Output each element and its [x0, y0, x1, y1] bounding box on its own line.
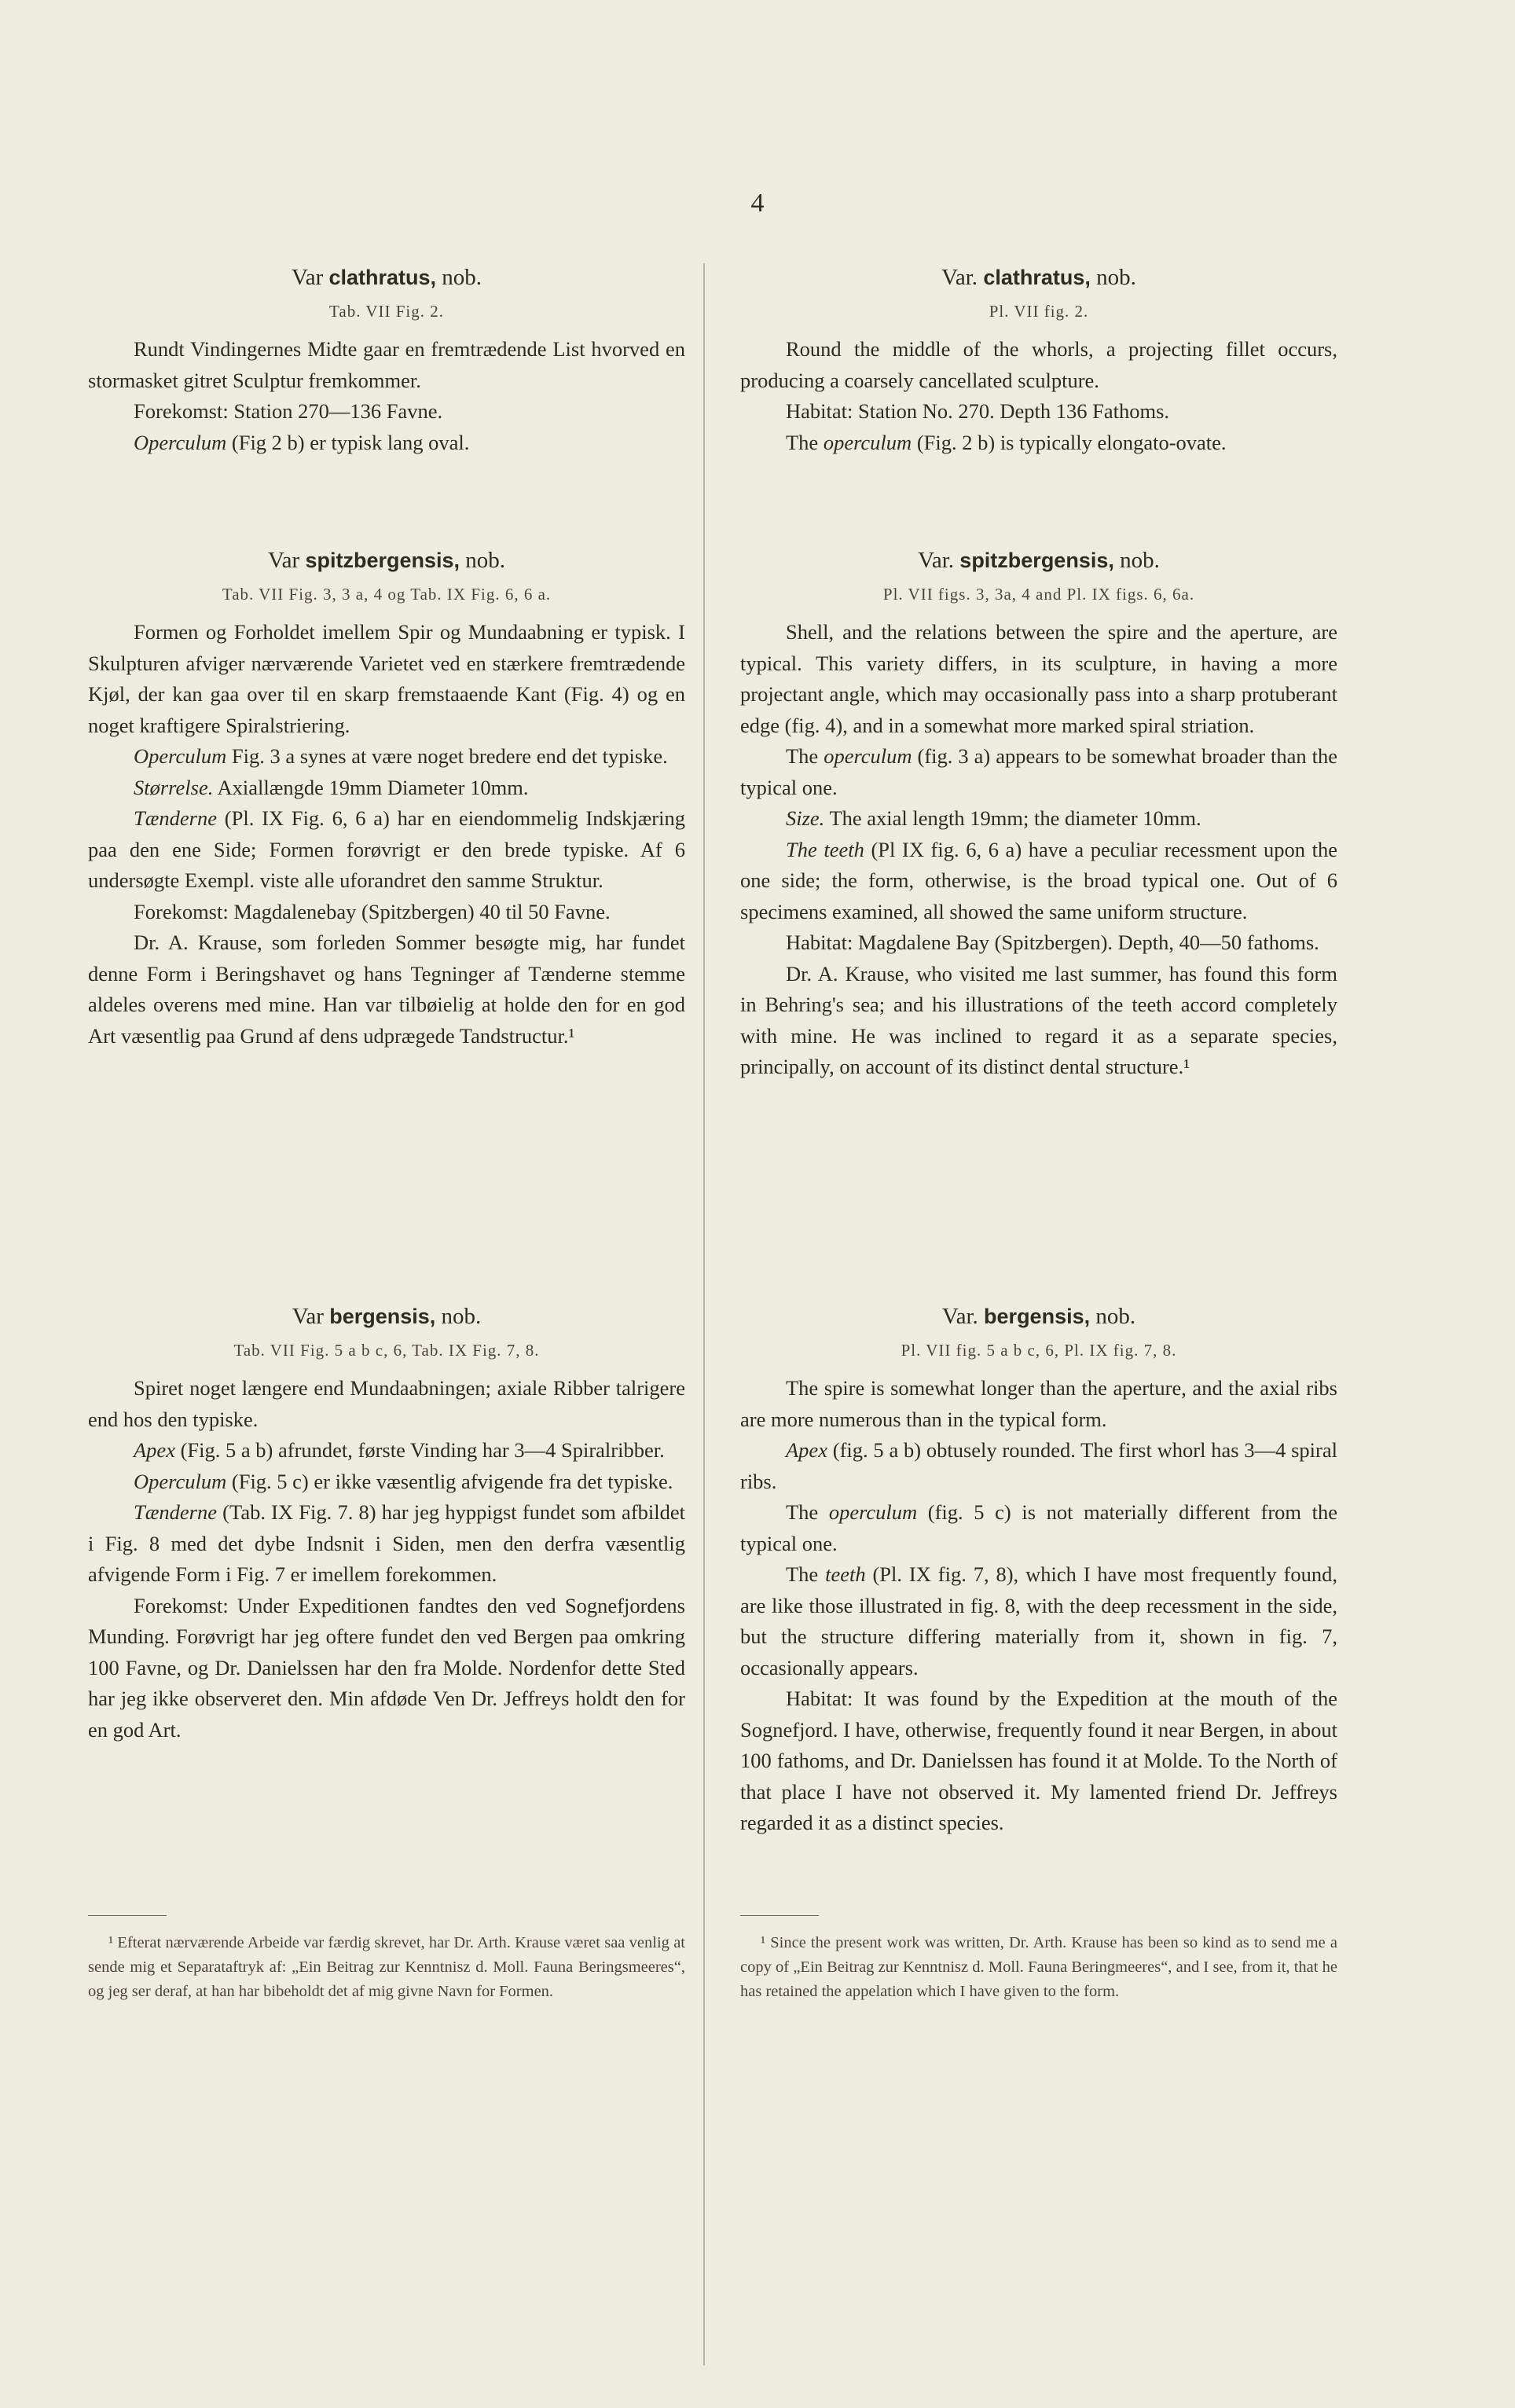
paragraph-text: (Pl. IX fig. 7, 8), which I have most frequently found, are like those illustrated in fig. 8, with the deep recessment in the side, but the structure differing materially from it, shown in fig. 7, occasionally appears.: [740, 1562, 1337, 1679]
paragraph: Habitat: It was found by the Expedition at the mouth of the Sognefjord. I have, otherwise, frequently found it near Bergen, in about 100 fathoms, and Dr. Danielssen has found it at Molde. To the North of that place I have not observed it. My lamented friend Dr. Jeffreys regarded it as a distinct species.: [740, 1687, 1337, 1834]
section-clathratus-en: [740, 262, 1337, 458]
footnote: [740, 1931, 1337, 2004]
paragraph-text: (Pl IX fig. 6, 6 a) have a peculiar recessment upon the one side; the form, otherwise, is the broad typical one. Out of 6 specimens examined, all showed the same uniform structure.: [740, 837, 1337, 923]
section-bergensis-no: [88, 1301, 685, 1745]
plate-reference: Pl. VII fig. 5 a b c, 6, Pl. IX fig. 7, 8.: [901, 1341, 1177, 1360]
footnote-rule: [740, 1915, 819, 1916]
paragraph-text: The axial length 19mm; the diameter 10mm.: [824, 806, 1201, 830]
paragraph-text: (Tab. IX Fig. 7. 8) har jeg hyppigst fundet som afbildet i Fig. 8 med det dybe Indsnit i Siden, men den derfra væsentlig afvigende Form i Fig. 7 er imellem forekommen.: [88, 1500, 685, 1586]
paragraph: [740, 1435, 1337, 1497]
section-heading: [88, 1301, 685, 1332]
paragraph: Forekomst: Station 270—136 Favne.: [134, 399, 443, 423]
italic-term: Operculum: [134, 430, 227, 454]
paragraph: [740, 835, 1337, 928]
paragraph-text: Fig. 3 a synes at være noget bredere end det typiske.: [226, 744, 668, 768]
paragraph: [88, 1466, 685, 1498]
paragraph: Habitat: Magdalene Bay (Spitzbergen). Depth, 40—50 fathoms.: [786, 931, 1319, 954]
paragraph-text: Axiallængde 19mm Diameter 10mm.: [213, 775, 529, 799]
paragraph: Dr. A. Krause, som forleden Sommer besøgte mig, har fundet denne Form i Beringshavet og hans Tegninger af Tænderne stemme aldeles overens med mine. Han var tilbøielig at holde den for en god Art væsentlig paa Grund af dens udprægede Tandstructur.¹: [88, 931, 685, 1048]
paragraph: Round the middle of the whorls, a projecting fillet occurs, producing a coarsely cancellated sculpture.: [740, 337, 1337, 392]
plate-reference: Tab. VII Fig. 3, 3 a, 4 og Tab. IX Fig. 6, 6 a.: [222, 585, 552, 604]
paragraph-text: (Fig 2 b) er typisk lang oval.: [226, 430, 470, 454]
paragraph: Dr. A. Krause, who visited me last summer, has found this form in Behring's sea; and his illustrations of the teeth accord completely with mine. He was inclined to regard it as a separate species, principally, on account of its distinct dental structure.¹: [740, 961, 1337, 1078]
author-label: nob.: [441, 1304, 482, 1329]
paragraph: [88, 741, 685, 773]
variety-name: bergensis,: [984, 1305, 1091, 1328]
paragraph-text: The: [786, 1500, 829, 1524]
paragraph-text: (Fig. 2 b) is typically elongato-ovate.: [912, 430, 1227, 454]
section-clathratus-no: [88, 262, 685, 458]
footnote-text: ¹ Efterat nærværende Arbeide var færdig skrevet, har Dr. Arth. Krause været saa venlig at sende mig et Separataftryk af: „Ein Beitrag zur Kenntnisz d. Moll. Fauna Beringsmeeres“, og jeg ser deraf, at han har bibeholdt det af mig givne Navn for Formen.: [88, 1934, 685, 2000]
paragraph: [88, 1497, 685, 1591]
paragraph: [88, 773, 685, 804]
paragraph: The spire is somewhat longer than the aperture, and the axial ribs are more numerous than in the typical form.: [740, 1376, 1337, 1431]
author-label: nob.: [465, 548, 506, 573]
paragraph: Rundt Vindingernes Midte gaar en fremtrædende List hvorved en stormasket gitret Sculptur fremkommer.: [88, 337, 685, 392]
author-label: nob.: [1095, 1304, 1136, 1329]
author-label: nob.: [442, 265, 482, 290]
variety-name: clathratus,: [983, 266, 1091, 289]
paragraph: [740, 1497, 1337, 1559]
section-heading: [740, 545, 1337, 576]
italic-term: Størrelse.: [134, 775, 214, 799]
paragraph-text: (Pl. IX Fig. 6, 6 a) har en eiendommelig Indskjæring paa den ene Side; Formen forøvrigt er den brede typiske. Af 6 undersøgte Exempl. viste alle uforandret den samme Struktur.: [88, 806, 685, 892]
paragraph-text: (fig. 5 c) is not materially different from the typical one.: [740, 1500, 1337, 1555]
paragraph-text: (fig. 5 a b) obtusely rounded. The first whorl has 3—4 spiral ribs.: [740, 1438, 1337, 1493]
paragraph: Formen og Forholdet imellem Spir og Mundaabning er typisk. I Skulpturen afviger nærværende Varietet ved en stærkere fremtrædende Kjøl, der kan gaa over til en skarp fremstaaende Kant (Fig. 4) og en noget kraftigere Spiralstriering.: [88, 620, 685, 737]
italic-term: Operculum: [134, 744, 227, 768]
paragraph: [740, 741, 1337, 803]
section-heading: [740, 1301, 1337, 1332]
italic-term: Tænderne: [134, 1500, 217, 1524]
italic-term: Tænderne: [134, 806, 217, 830]
paragraph: [88, 803, 685, 897]
italic-term: The teeth: [786, 837, 864, 861]
paragraph: [88, 428, 685, 459]
section-bergensis-en: [740, 1301, 1337, 1839]
paragraph: [740, 1559, 1337, 1683]
plate-reference: Tab. VII Fig. 2.: [329, 302, 444, 321]
paragraph: [88, 1435, 685, 1466]
section-heading: [88, 545, 685, 576]
italic-term: Apex: [134, 1438, 175, 1462]
variety-name: spitzbergensis,: [959, 549, 1114, 572]
variety-name: bergensis,: [329, 1305, 436, 1328]
italic-term: Operculum: [134, 1469, 227, 1493]
footnote: [88, 1931, 685, 2004]
italic-term: operculum: [823, 430, 912, 454]
section-spitzbergensis-no: [88, 545, 685, 1052]
variety-name: spitzbergensis,: [305, 549, 460, 572]
var-label: Var: [292, 1304, 324, 1329]
italic-term: Apex: [786, 1438, 827, 1462]
var-label: Var: [267, 548, 300, 573]
paragraph: Habitat: Station No. 270. Depth 136 Fathoms.: [786, 399, 1170, 423]
var-label: Var.: [941, 265, 978, 290]
paragraph: Spiret noget længere end Mundaabningen; axiale Ribber talrigere end hos den typiske.: [88, 1376, 685, 1431]
var-label: Var.: [918, 548, 955, 573]
var-label: Var: [291, 265, 324, 290]
paragraph-text: The: [786, 1562, 826, 1586]
footnote-text: ¹ Since the present work was written, Dr. Arth. Krause has been so kind as to send me a copy of „Ein Beitrag zur Kenntnisz d. Moll. Fauna Beringmeeres“, and I see, from it, that he has retained the appelation which I have given to the form.: [740, 1934, 1337, 2000]
paragraph: [740, 428, 1337, 459]
paragraph-text: The: [786, 744, 824, 768]
paragraph: [740, 803, 1337, 835]
plate-reference: Pl. VII fig. 2.: [989, 302, 1089, 321]
italic-term: Size.: [786, 806, 825, 830]
italic-term: operculum: [824, 744, 912, 768]
paragraph-text: (Fig. 5 a b) afrundet, første Vinding har 3—4 Spiralribber.: [174, 1438, 665, 1462]
section-spitzbergensis-en: [740, 545, 1337, 1083]
column-divider: [703, 263, 705, 2366]
paragraph: Forekomst: Magdalenebay (Spitzbergen) 40 til 50 Favne.: [134, 899, 611, 923]
plate-reference: Pl. VII figs. 3, 3a, 4 and Pl. IX figs. 6, 6a.: [882, 585, 1195, 604]
page-number: 4: [750, 189, 765, 218]
footnote-rule: [88, 1915, 167, 1916]
italic-term: operculum: [828, 1500, 918, 1524]
variety-name: clathratus,: [328, 266, 437, 289]
plate-reference: Tab. VII Fig. 5 a b c, 6, Tab. IX Fig. 7, 8.: [233, 1341, 540, 1360]
paragraph: Shell, and the relations between the spire and the aperture, are typical. This variety differs, in its sculpture, in having a more projectant angle, which may occasionally pass into a sharp protuberant edge (fig. 4), and in a somewhat more marked spiral striation.: [740, 620, 1337, 737]
section-heading: [88, 262, 685, 293]
paragraph-text: The: [786, 430, 824, 454]
author-label: nob.: [1096, 265, 1136, 290]
paragraph-text: (fig. 3 a) appears to be somewhat broader than the typical one.: [740, 744, 1337, 799]
var-label: Var.: [941, 1304, 978, 1329]
paragraph: Forekomst: Under Expeditionen fandtes den ved Sognefjordens Munding. Forøvrigt har jeg oftere fundet den ved Bergen paa omkring 100 Favne, og Dr. Danielssen har den fra Molde. Nordenfor dette Sted har jeg ikke observeret den. Min afdøde Ven Dr. Jeffreys holdt den for en god Art.: [88, 1593, 685, 1742]
paragraph-text: (Fig. 5 c) er ikke væsentlig afvigende fra det typiske.: [226, 1469, 673, 1493]
section-heading: [740, 262, 1337, 293]
italic-term: teeth: [825, 1562, 866, 1586]
author-label: nob.: [1120, 548, 1160, 573]
